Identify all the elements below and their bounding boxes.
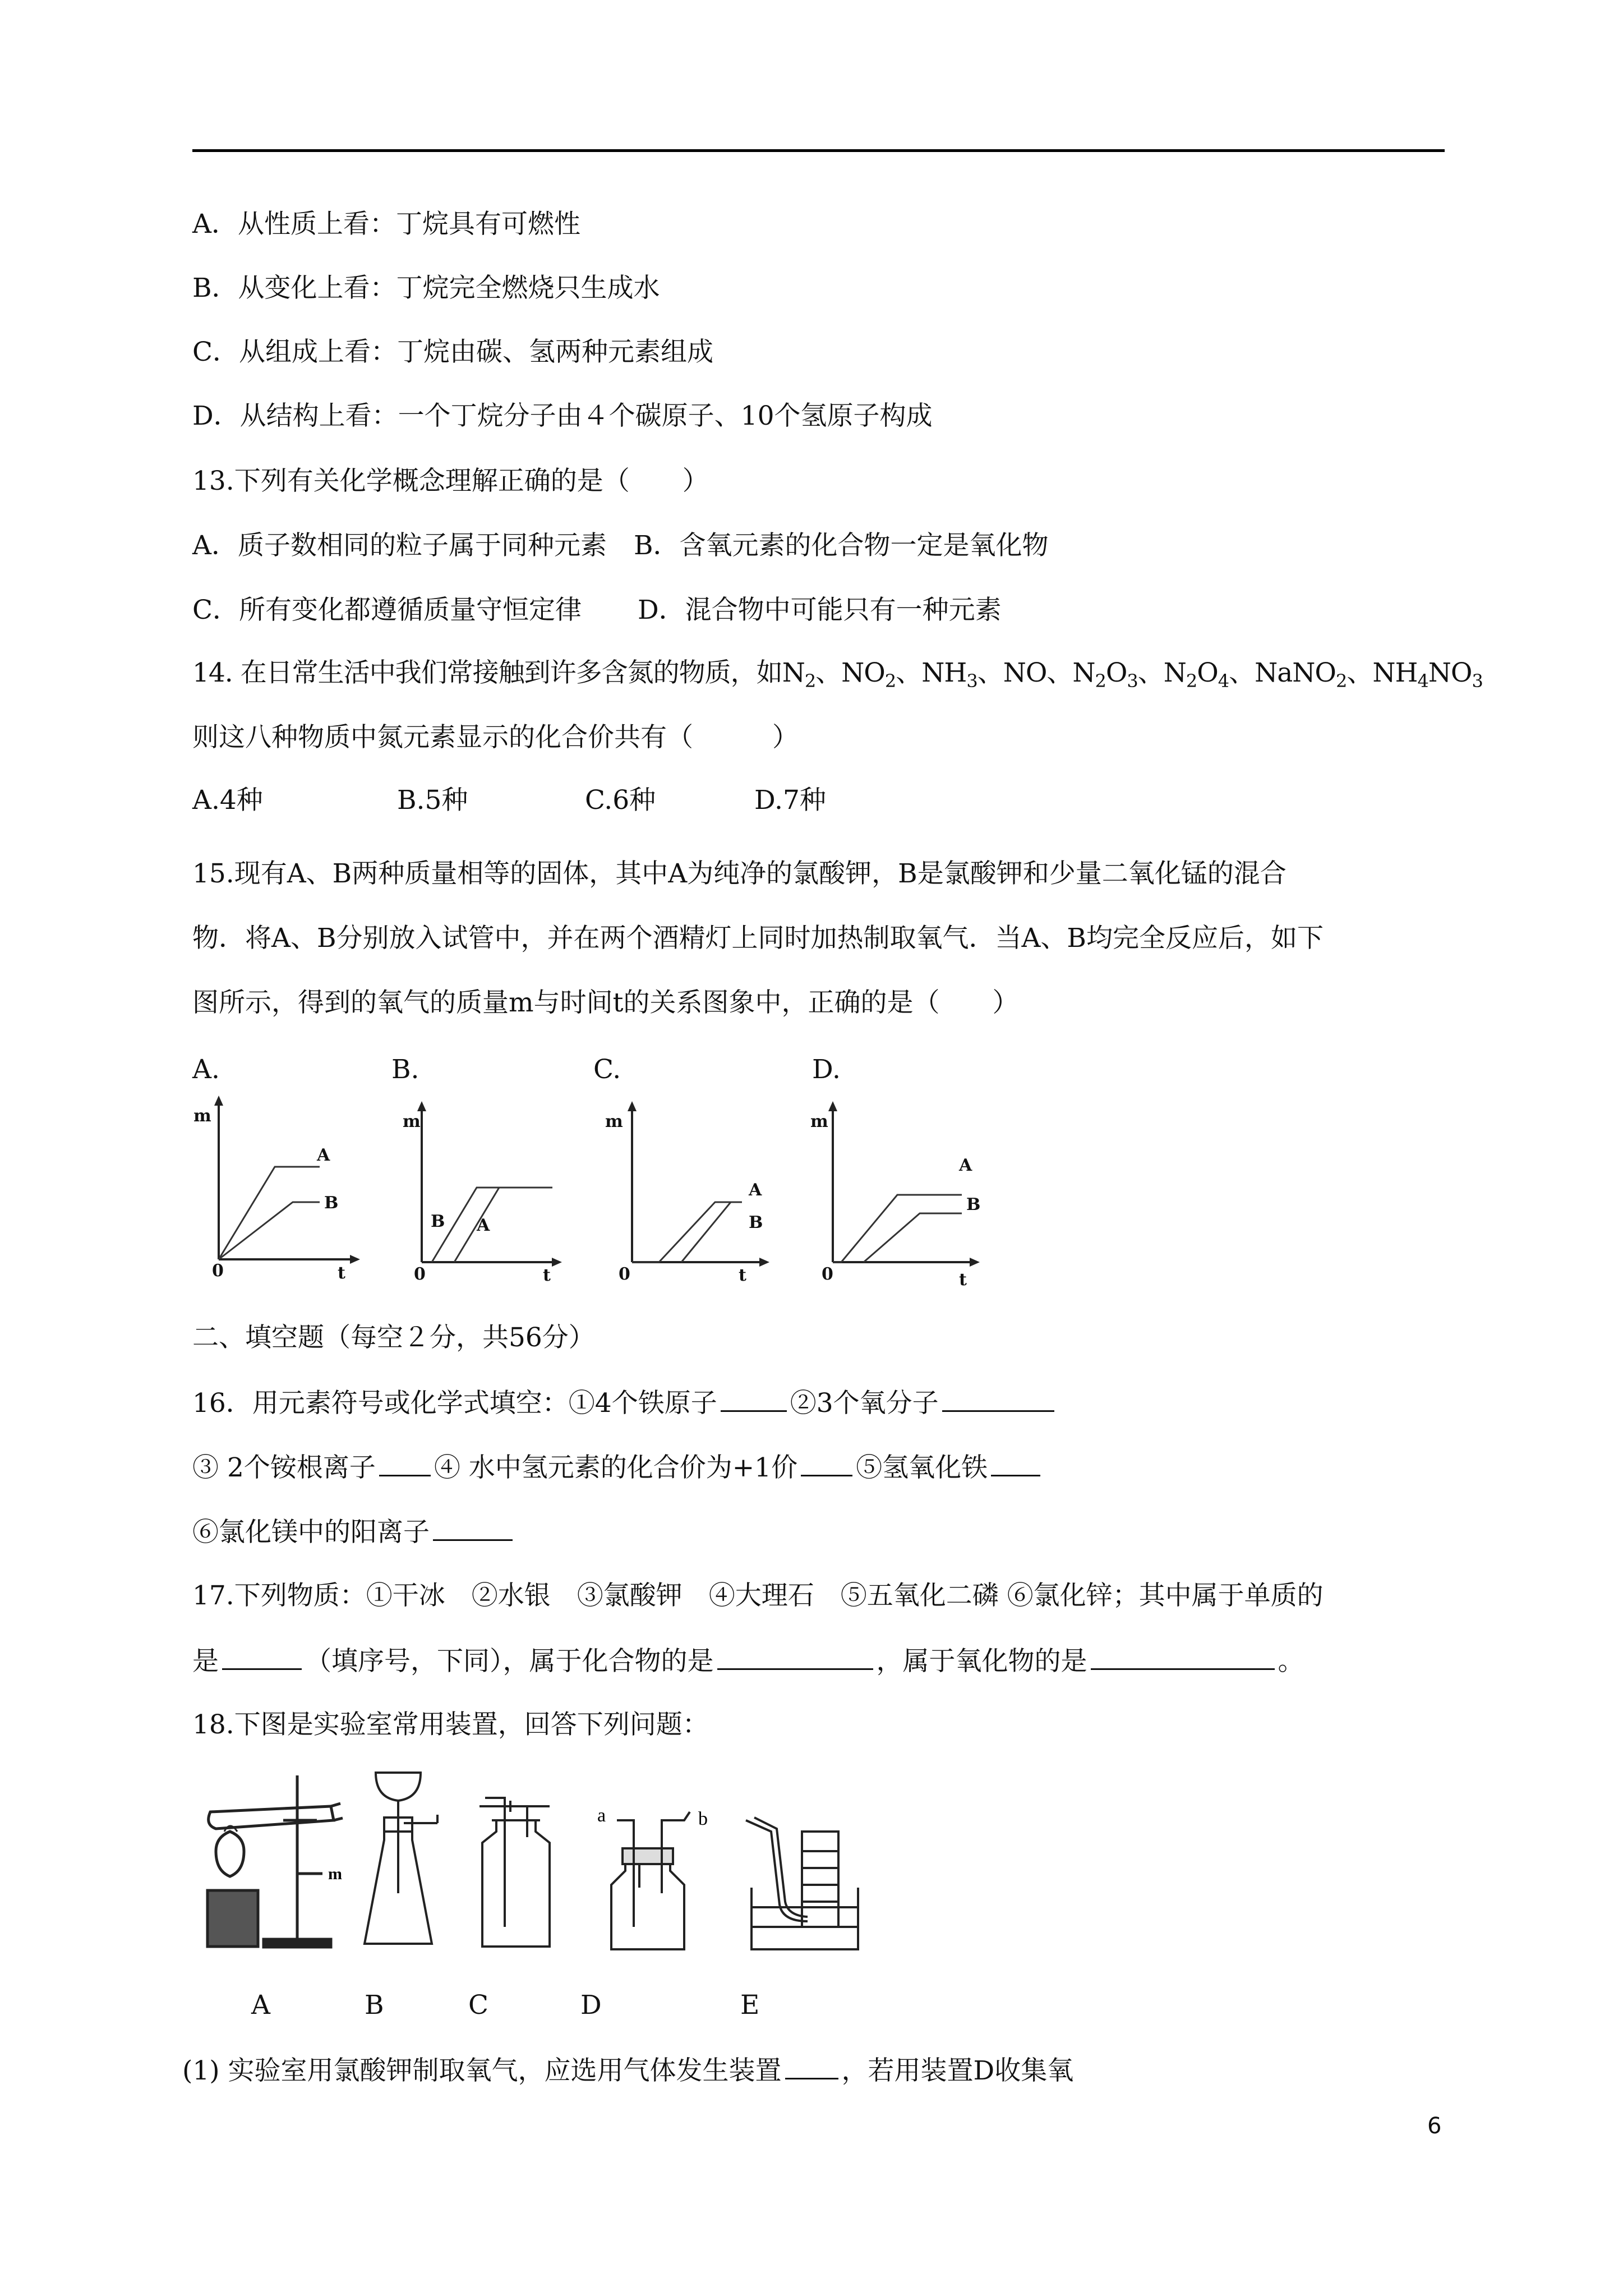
section-heading: 二、填空题（每空２分，共56分） <box>192 1322 595 1353</box>
q14-option-a: A.4种 <box>192 785 263 816</box>
answer-blank[interactable] <box>721 1386 787 1412</box>
q12-option-d: D．从结构上看：一个丁烷分子由４个碳原子、10个氢原子构成 <box>192 401 933 431</box>
label-m: m <box>328 1865 342 1883</box>
q12-option-b: B．从变化上看：丁烷完全燃烧只生成水 <box>192 273 660 303</box>
answer-blank[interactable] <box>1091 1644 1275 1670</box>
answer-blank[interactable] <box>991 1450 1040 1476</box>
label-a: a <box>597 1805 606 1826</box>
answer-blank[interactable] <box>222 1644 302 1670</box>
q13-stem: 13.下列有关化学概念理解正确的是（ ） <box>192 466 709 496</box>
axis-label-m: m <box>810 1112 828 1131</box>
q15-graph-b <box>393 1091 572 1285</box>
q12-option-a: A．从性质上看：丁烷具有可燃性 <box>192 209 580 240</box>
q15-graph-a <box>191 1091 370 1282</box>
apparatus-label-b: B <box>365 1990 384 2021</box>
curve-a <box>833 1195 962 1262</box>
q14-stem: 14. 在日常生活中我们常接触到许多含氮的物质，如$N_2$、$NO_2$、$NH_3$、NO、$N_2O_3$、$N_2O_4$、NaNO$_2$、$NH_4NO_3$ <box>192 657 1483 692</box>
q15-graph-d <box>799 1091 981 1290</box>
apparatus-e <box>740 1759 864 1961</box>
answer-blank[interactable] <box>801 1450 852 1476</box>
curve-b <box>864 1213 962 1262</box>
q14-line2: 则这八种物质中氮元素显示的化合价共有（ ） <box>192 722 799 753</box>
q15-choice-a: A. <box>192 1054 220 1085</box>
label-b: b <box>698 1809 708 1829</box>
q15-line3: 图所示，得到的氧气的质量m与时间t的关系图象中，正确的是（ ） <box>192 987 1019 1018</box>
q17-line1: 17.下列物质：①干冰 ②水银 ③氯酸钾 ④大理石 ⑤五氧化二磷 ⑥氯化锌；其中属于单质的 <box>192 1580 1324 1611</box>
curve-label-a: A <box>959 1156 972 1175</box>
q18-stem: 18.下图是实验室常用装置，回答下列问题： <box>192 1709 709 1740</box>
curve-label-a: A <box>317 1145 330 1165</box>
answer-blank[interactable] <box>379 1450 431 1476</box>
curve-b <box>219 1202 320 1259</box>
axis-label-m: m <box>193 1106 211 1126</box>
apparatus-label-c: C <box>468 1990 488 2021</box>
curve-label-b: B <box>749 1213 763 1232</box>
q13-option-a: A．质子数相同的粒子属于同种元素 <box>192 530 607 561</box>
graph-a-plot <box>191 1091 370 1282</box>
q15-line1: 15.现有A、B两种质量相等的固体，其中A为纯净的氯酸钾，B是氯酸钾和少量二氧化锰的混合 <box>192 858 1287 889</box>
origin-label: 0 <box>619 1264 630 1284</box>
curve-label-b: B <box>431 1212 445 1231</box>
apparatus-label-a: A <box>251 1990 270 2021</box>
q13-option-c: C．所有变化都遵循质量守恒定律 <box>192 595 582 625</box>
q13-options-cd <box>192 593 1002 627</box>
q13-option-b: B．含氧元素的化合物一定是氧化物 <box>633 530 1049 561</box>
q15-choice-d: D. <box>812 1054 841 1085</box>
q16-line2: ③ 2个铵根离子 ④ 水中氢元素的化合价为+1价 ⑤氢氧化铁 <box>192 1450 1044 1485</box>
curve-a <box>219 1167 320 1259</box>
answer-blank[interactable] <box>785 2053 838 2079</box>
header-rule <box>192 149 1445 152</box>
q16-line3: ⑥氯化镁中的阳离子 <box>192 1515 516 1549</box>
q13-option-d: D．混合物中可能只有一种元素 <box>637 595 1002 625</box>
answer-blank[interactable] <box>717 1644 873 1670</box>
apparatus-label-e: E <box>740 1990 760 2021</box>
page-number: 6 <box>1427 2113 1442 2139</box>
q15-choice-c: C. <box>593 1054 621 1085</box>
axis-label-m: m <box>403 1112 421 1131</box>
origin-label: 0 <box>414 1264 426 1284</box>
origin-label: 0 <box>212 1261 224 1281</box>
axis-label-t: t <box>543 1266 551 1285</box>
q13-options-ab <box>192 529 1049 563</box>
apparatus-label-d: D <box>580 1990 602 2021</box>
curve-label-b: B <box>966 1195 981 1214</box>
curve-b <box>632 1202 742 1262</box>
q15-line2: 物．将A、B分别放入试管中，并在两个酒精灯上同时加热制取氧气．当A、B均完全反应后，如下 <box>192 923 1324 954</box>
origin-label: 0 <box>822 1264 833 1284</box>
q14-option-d: D.7种 <box>754 785 826 816</box>
axis-label-t: t <box>739 1266 746 1285</box>
q14-option-b: B.5种 <box>397 785 468 816</box>
q16-line1: 16．用元素符号或化学式填空：①4个铁原子 ②3个氧分子 <box>192 1386 1058 1420</box>
q14-option-c: C.6种 <box>585 785 656 816</box>
apparatus-c <box>468 1759 564 1961</box>
axis-label-t: t <box>338 1263 345 1283</box>
q15-graph-c <box>592 1091 771 1285</box>
q15-choice-b: B. <box>391 1054 419 1085</box>
q12-option-c: C．从组成上看：丁烷由碳、氢两种元素组成 <box>192 337 713 367</box>
curve-label-a: A <box>749 1180 762 1200</box>
apparatus-a <box>193 1759 351 1961</box>
curve-label-b: B <box>324 1193 339 1213</box>
answer-blank[interactable] <box>942 1386 1054 1412</box>
q17-line2: 是 （填序号，下同），属于化合物的是 ，属于氧化物的是 。 <box>192 1644 1304 1678</box>
apparatus-d <box>592 1759 721 1961</box>
axis-label-t: t <box>959 1270 967 1290</box>
q18-part1: (1) 实验室用氯酸钾制取氧气，应选用气体发生装置 ，若用装置D收集氧 <box>182 2053 1073 2088</box>
answer-blank[interactable] <box>433 1515 513 1541</box>
curve-label-a: A <box>477 1216 490 1235</box>
apparatus-b <box>351 1759 446 1961</box>
axis-label-m: m <box>605 1112 623 1131</box>
